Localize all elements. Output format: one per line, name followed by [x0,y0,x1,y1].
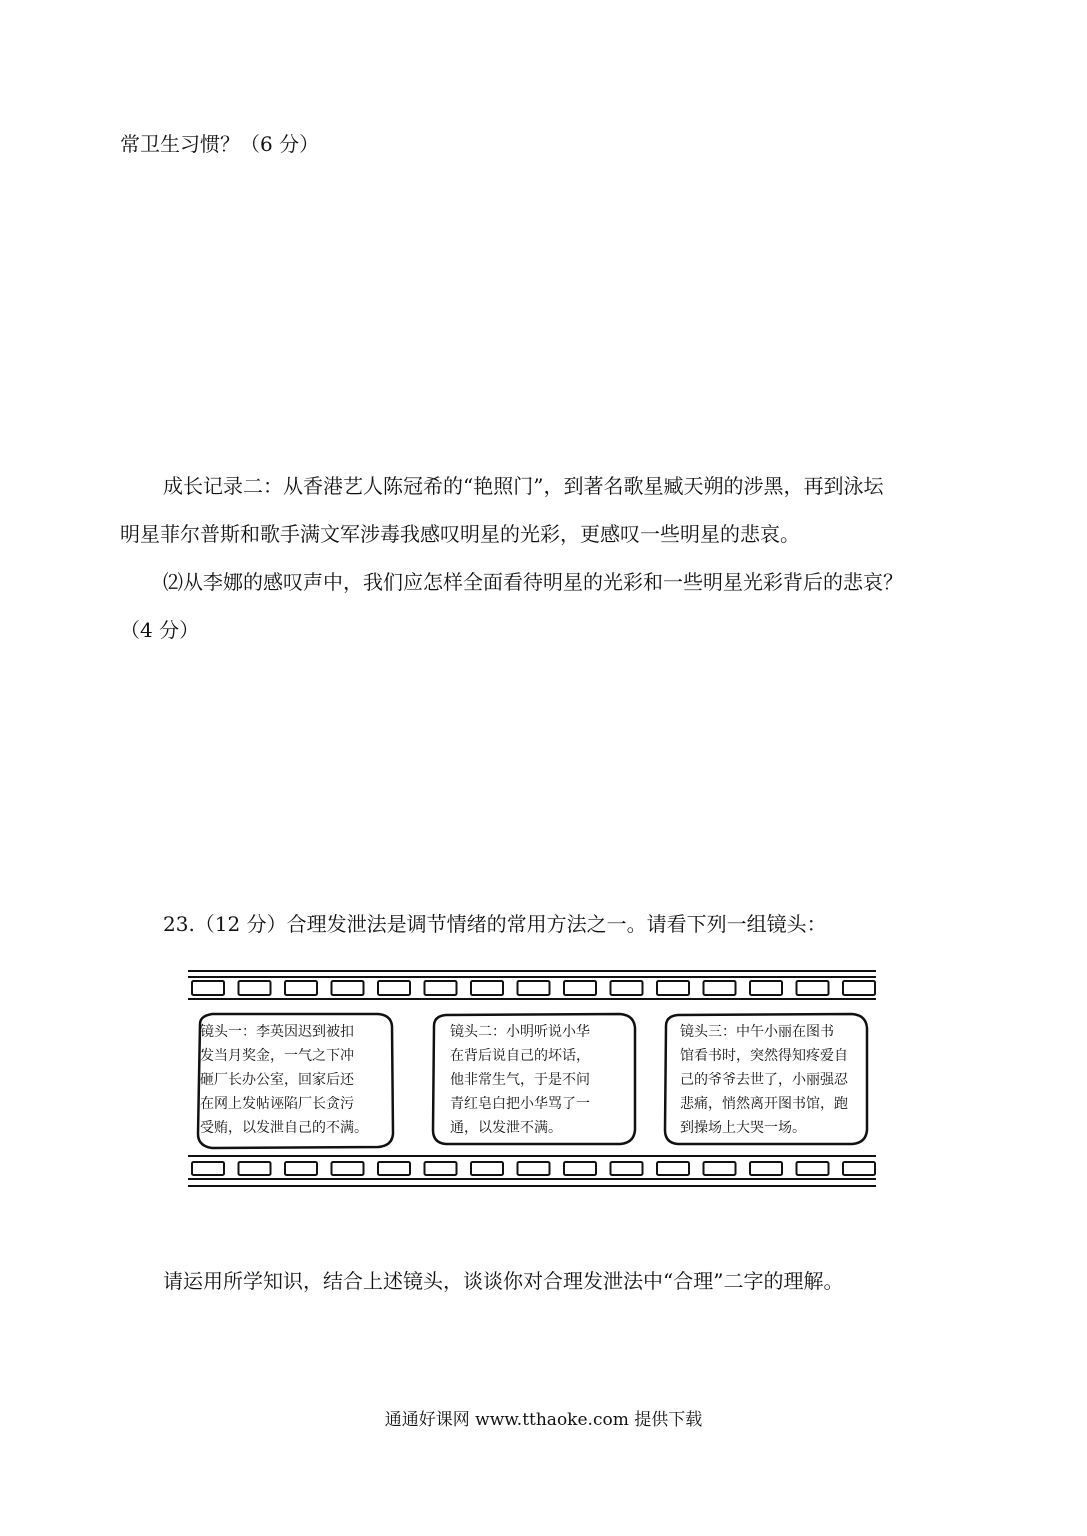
sprocket-hole [797,1162,829,1175]
growth-record-two-line1: 成长记录二：从香港艺人陈冠希的“艳照门”，到著名歌星臧天朔的涉黑，再到泳坛 [163,474,884,498]
sprocket-hole [750,981,782,995]
question-2-score: （4 分） [120,618,200,642]
question-2-line1: ⑵从李娜的感叹声中，我们应怎样全面看待明星的光彩和一些明星光彩背后的悲哀？ [163,570,903,594]
sprocket-hole [425,1162,457,1175]
sprocket-hole [192,981,224,995]
sprocket-hole [239,981,271,995]
sprocket-hole [378,981,410,995]
sprocket-hole [518,1162,550,1175]
question-continuation: 常卫生习惯？（6 分） [120,132,320,156]
growth-record-two-line2: 明星菲尔普斯和歌手满文军涉毒我感叹明星的光彩，更感叹一些明星的悲哀。 [120,522,800,546]
sprocket-hole [564,1162,596,1175]
shot-one-text: 镜头一：李英因迟到被扣 发当月奖金，一气之下冲 砸厂长办公室，回家后还 在网上发帖诬陷厂长贪污 受贿，以发泄自己的不满。 [200,1024,368,1136]
shot-two-text: 镜头二：小明听说小华 在背后说自己的坏话， 他非常生气，于是不问 青红皂白把小华骂了一 通，以发泄不满。 [450,1024,590,1136]
page-footer: 通通好课网 www.tthaoke.com 提供下载 [384,1410,703,1430]
sprocket-hole [471,981,503,995]
sprocket-hole [657,981,689,995]
sprocket-hole [797,981,829,995]
sprocket-hole [192,1162,224,1175]
sprocket-hole [611,1162,643,1175]
sprocket-hole [704,1162,736,1175]
sprocket-hole [704,981,736,995]
sprocket-hole [564,981,596,995]
question-23-heading: 23.（12 分）合理发泄法是调节情绪的常用方法之一。请看下列一组镜头： [163,912,827,936]
sprocket-hole [657,1162,689,1175]
shot-three-text: 镜头三：中午小丽在图书 馆看书时，突然得知疼爱自 己的爷爷去世了，小丽强忍 悲痛，悄然离开图书馆，跑 到操场上大哭一场。 [680,1024,848,1136]
sprocket-hole [471,1162,503,1175]
sprocket-hole [239,1162,271,1175]
sprocket-hole [378,1162,410,1175]
question-23-prompt: 请运用所学知识，结合上述镜头，谈谈你对合理发泄法中“合理”二字的理解。 [163,1269,844,1293]
sprocket-hole [843,981,875,995]
sprocket-hole [425,981,457,995]
sprocket-hole [518,981,550,995]
sprocket-hole [750,1162,782,1175]
sprocket-hole [332,1162,364,1175]
sprocket-hole [285,981,317,995]
sprocket-hole [285,1162,317,1175]
sprocket-hole [843,1162,875,1175]
sprocket-hole [611,981,643,995]
sprocket-hole [332,981,364,995]
